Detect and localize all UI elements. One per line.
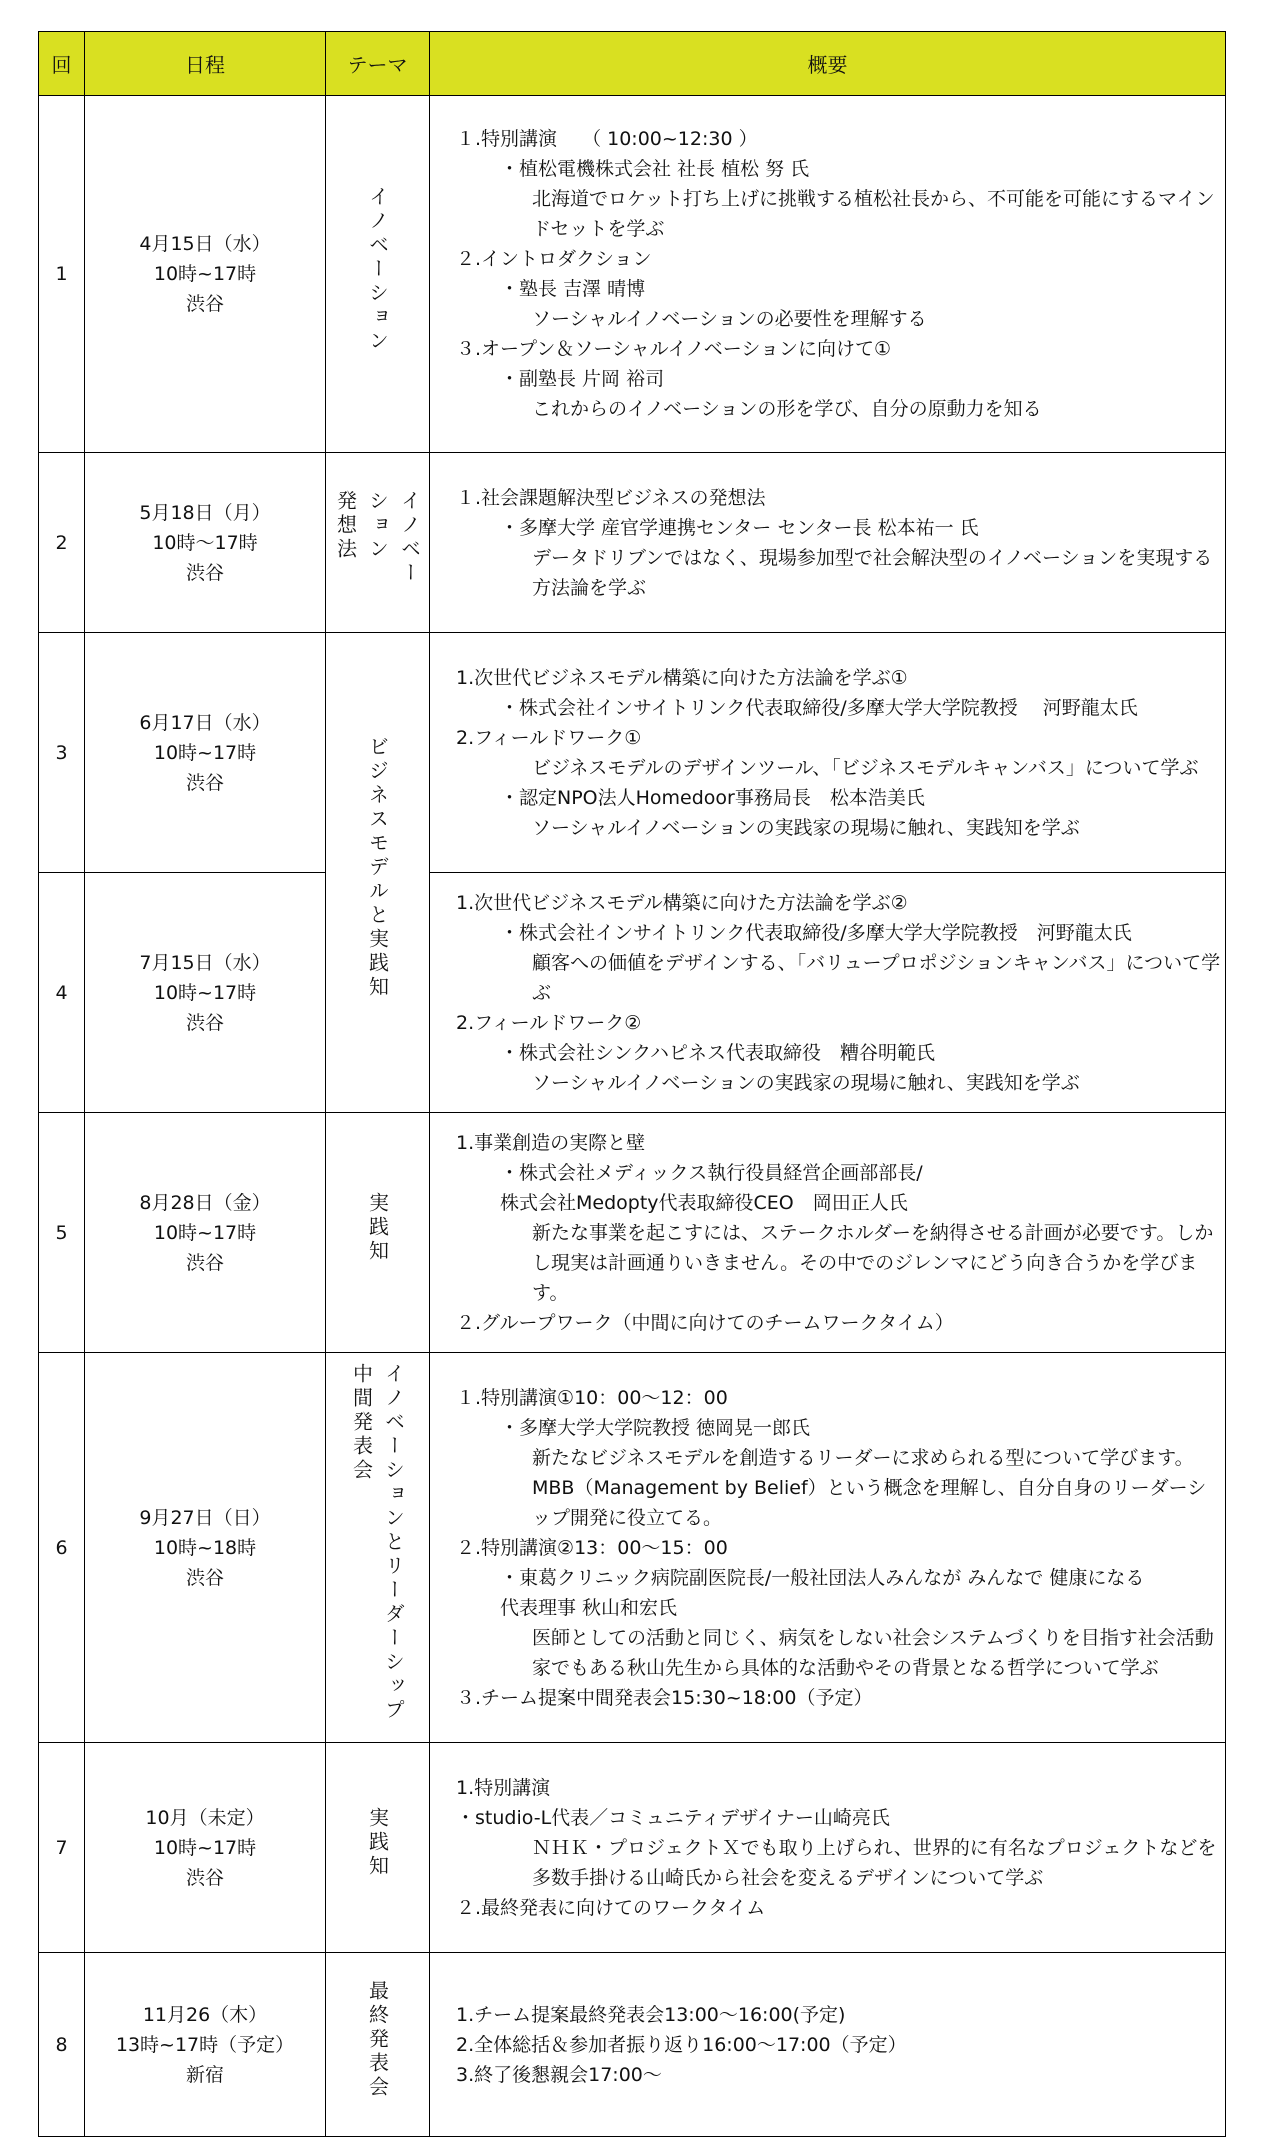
summary-line: 2.フィールドワーク② xyxy=(456,1011,642,1034)
session-summary xyxy=(430,873,1226,1113)
session-number: 3 xyxy=(39,633,85,873)
session-theme xyxy=(326,1953,430,2137)
summary-line: ・塾長 吉澤 晴博 xyxy=(500,278,646,300)
date-line: 10時~17時 xyxy=(153,263,257,285)
summary-line: ・多摩大学 産官学連携センター センター長 松本祐一 氏 xyxy=(500,516,979,539)
summary-line: 1.次世代ビジネスモデル構築に向けた方法論を学ぶ① xyxy=(456,666,908,689)
header-row xyxy=(39,32,1226,96)
session-summary xyxy=(430,1113,1226,1353)
summary-line: ソーシャルイノベーションの実践家の現場に触れ、実践知を学ぶ xyxy=(532,816,1080,839)
date-line: 渋谷 xyxy=(185,1866,224,1889)
summary-line: 2.フィールドワーク① xyxy=(456,726,642,749)
header-number: 回 xyxy=(39,32,85,96)
summary-line: 新たなビジネスモデルを創造するリーダーに求められる型について学びます。MBB（Management by Belief）という概念を理解し、自分自身のリーダーシップ開発に役立てる。 xyxy=(532,1446,1207,1529)
session-date xyxy=(85,1113,326,1353)
session-number: 1 xyxy=(39,96,85,453)
summary-line: データドリブンではなく、現場参加型で社会解決型のイノベーションを実現する方法論を学ぶ xyxy=(532,546,1213,599)
table-row xyxy=(39,633,1226,873)
summary-line: これからのイノベーションの形を学び、自分の原動力を知る xyxy=(532,398,1042,420)
header-theme: テーマ xyxy=(326,32,430,96)
theme-text: 中間発表会 xyxy=(349,1363,374,1483)
session-date xyxy=(85,873,326,1113)
theme-text: 実践知 xyxy=(365,1807,390,1879)
header-summary: 概要 xyxy=(430,32,1226,96)
summary-line: 医師としての活動と同じく、病気をしない社会システムづくりを目指す社会活動家でもある秋山先生から具体的な活動やその背景となる哲学について学ぶ xyxy=(532,1626,1214,1679)
date-line: 11月26（木） xyxy=(142,2003,268,2026)
theme-text: 最終発表会 xyxy=(365,1980,390,2100)
summary-line: 3.終了後懇親会17:00～ xyxy=(456,2063,662,2086)
session-number: 5 xyxy=(39,1113,85,1353)
session-theme xyxy=(326,96,430,453)
summary-line: 1.特別講演 xyxy=(456,1776,551,1799)
summary-line: 北海道でロケット打ち上げに挑戦する植松社長から、不可能を可能にするマインドセットを学ぶ xyxy=(532,188,1215,240)
summary-line: ・東葛クリニック病院副医院長/一般社団法人みんなが みんなで 健康になる xyxy=(500,1566,1145,1589)
session-summary xyxy=(430,1353,1226,1743)
summary-line: 1.チーム提案最終発表会13:00～16:00(予定) xyxy=(456,2003,846,2026)
theme-text: イノベー xyxy=(397,490,422,586)
session-date xyxy=(85,1953,326,2137)
session-theme xyxy=(326,1353,430,1743)
session-theme xyxy=(326,453,430,633)
summary-line: ・株式会社インサイトリンク代表取締役/多摩大学大学院教授 河野龍太氏 xyxy=(500,696,1138,719)
date-line: 10時~17時 xyxy=(153,981,257,1004)
summary-line: 2.全体総括＆参加者振り返り16:00～17:00（予定） xyxy=(456,2033,907,2056)
table-row xyxy=(39,1953,1226,2137)
date-line: 渋谷 xyxy=(185,1251,224,1274)
session-date xyxy=(85,1353,326,1743)
date-line: 4月15日（水） xyxy=(139,233,271,255)
table-row xyxy=(39,96,1226,453)
summary-line: ２.グループワーク（中間に向けてのチームワークタイム） xyxy=(456,1311,954,1334)
summary-line: ソーシャルイノベーションの実践家の現場に触れ、実践知を学ぶ xyxy=(532,1071,1080,1094)
session-summary xyxy=(430,1743,1226,1953)
session-number: 4 xyxy=(39,873,85,1113)
date-line: 13時~17時（予定） xyxy=(115,2033,295,2056)
session-theme xyxy=(326,1113,430,1353)
date-line: 渋谷 xyxy=(185,561,224,584)
summary-line: 顧客への価値をデザインする、「バリュープロポジションキャンバス」について学ぶ xyxy=(532,951,1221,1004)
summary-line: ２.特別講演②13：00～15：00 xyxy=(456,1536,728,1559)
session-theme xyxy=(326,1743,430,1953)
date-line: 7月15日（水） xyxy=(139,951,271,974)
summary-line: ３.チーム提案中間発表会15:30~18:00（予定） xyxy=(456,1686,873,1709)
date-line: 渋谷 xyxy=(185,1566,224,1589)
session-summary xyxy=(430,453,1226,633)
summary-line: ビジネスモデルのデザインツール、「ビジネスモデルキャンバス」について学ぶ xyxy=(532,756,1199,779)
table-row xyxy=(39,1743,1226,1953)
summary-line: 1.次世代ビジネスモデル構築に向けた方法論を学ぶ② xyxy=(456,891,908,914)
summary-line: 代表理事 秋山和宏氏 xyxy=(500,1596,678,1619)
session-date xyxy=(85,1743,326,1953)
summary-line: １.社会課題解決型ビジネスの発想法 xyxy=(456,486,766,509)
date-line: 渋谷 xyxy=(185,1011,224,1034)
theme-text: 発想法 xyxy=(333,490,358,562)
date-line: 10時～17時 xyxy=(152,531,258,554)
session-number: 7 xyxy=(39,1743,85,1953)
summary-line: １.特別講演 （ 10:00~12:30 ） xyxy=(456,128,758,150)
summary-line: ・植松電機株式会社 社長 植松 努 氏 xyxy=(500,158,810,180)
summary-line: ・株式会社メディックス執行役員経営企画部部長/ xyxy=(500,1161,923,1184)
date-line: 渋谷 xyxy=(185,771,224,794)
summary-line: 1.事業創造の実際と壁 xyxy=(456,1131,646,1154)
summary-line: 新たな事業を起こすには、ステークホルダーを納得させる計画が必要です。しかし現実は計画通りいきません。その中でのジレンマにどう向き合うかを学びます。 xyxy=(532,1221,1214,1304)
date-line: 5月18日（月） xyxy=(139,501,271,524)
session-date xyxy=(85,633,326,873)
table-row xyxy=(39,873,1226,1113)
session-summary xyxy=(430,1953,1226,2137)
date-line: 10時~18時 xyxy=(153,1536,257,1559)
theme-text: 実践知 xyxy=(365,1192,390,1264)
summary-line: ・株式会社シンクハピネス代表取締役 糟谷明範氏 xyxy=(500,1041,936,1064)
date-line: 新宿 xyxy=(185,2063,224,2086)
summary-line: ・株式会社インサイトリンク代表取締役/多摩大学大学院教授 河野龍太氏 xyxy=(500,921,1132,944)
date-line: 10時~17時 xyxy=(153,1221,257,1244)
summary-line: ３.オープン＆ソーシャルイノベーションに向けて① xyxy=(456,338,891,360)
summary-line: ソーシャルイノベーションの必要性を理解する xyxy=(532,308,927,330)
session-summary xyxy=(430,633,1226,873)
session-summary xyxy=(430,96,1226,453)
date-line: 6月17日（水） xyxy=(139,711,271,734)
schedule-table xyxy=(38,31,1226,2137)
date-line: 10時~17時 xyxy=(153,1836,257,1859)
table-row xyxy=(39,1353,1226,1743)
header-date: 日程 xyxy=(85,32,326,96)
date-line: 10時~17時 xyxy=(153,741,257,764)
session-date xyxy=(85,96,326,453)
summary-line: ・多摩大学大学院教授 徳岡晃一郎氏 xyxy=(500,1416,811,1439)
session-number: 6 xyxy=(39,1353,85,1743)
session-theme xyxy=(326,633,430,1113)
summary-line: 株式会社Medopty代表取締役CEO 岡田正人氏 xyxy=(500,1191,908,1214)
table-row xyxy=(39,453,1226,633)
summary-line: １.特別講演①10：00～12：00 xyxy=(456,1386,728,1409)
table-row xyxy=(39,1113,1226,1353)
session-number: 2 xyxy=(39,453,85,633)
session-number: 8 xyxy=(39,1953,85,2137)
date-line: 10月（未定） xyxy=(145,1806,265,1829)
summary-line: ・認定NPO法人Homedoor事務局長 松本浩美氏 xyxy=(500,786,925,809)
theme-text: イノベーションとリーダーシップ xyxy=(381,1363,406,1723)
summary-line: ２.最終発表に向けてのワークタイム xyxy=(456,1896,766,1919)
summary-line: ・studio-L代表／コミュニティデザイナー山崎亮氏 xyxy=(456,1806,890,1829)
theme-text: ビジネスモデルと実践知 xyxy=(365,736,390,1000)
date-line: 9月27日（日） xyxy=(139,1506,271,1529)
theme-text: ション xyxy=(365,490,390,562)
summary-line: ２.イントロダクション xyxy=(456,248,652,270)
session-date xyxy=(85,453,326,633)
date-line: 渋谷 xyxy=(185,293,224,315)
summary-line: ・副塾長 片岡 裕司 xyxy=(500,368,665,390)
theme-text: イノベーション xyxy=(365,185,390,354)
summary-line: ＮＨＫ・プロジェクトＸでも取り上げられ、世界的に有名なプロジェクトなどを多数手掛ける山崎氏から社会を変えるデザインについて学ぶ xyxy=(532,1836,1217,1889)
date-line: 8月28日（金） xyxy=(139,1191,271,1214)
